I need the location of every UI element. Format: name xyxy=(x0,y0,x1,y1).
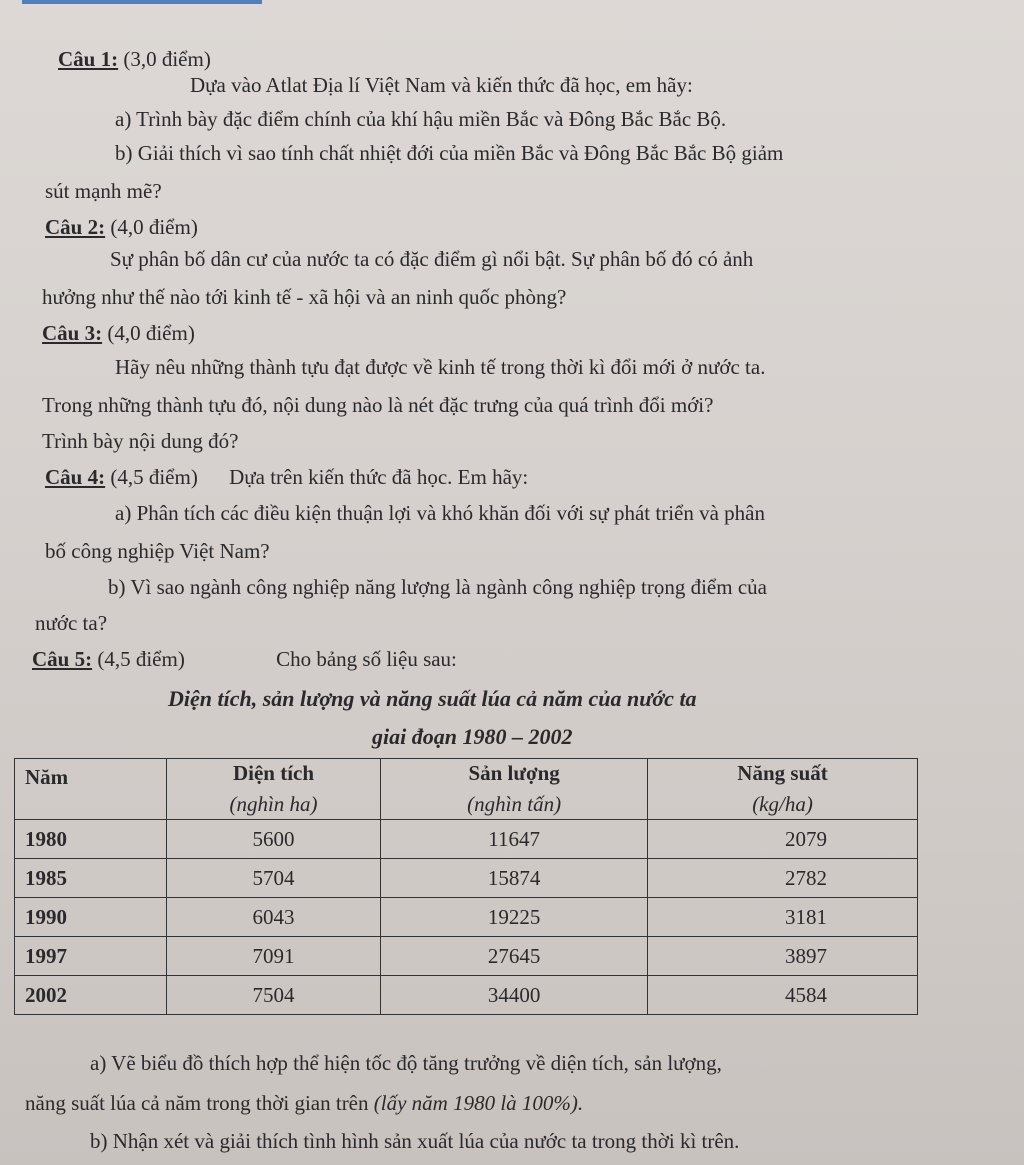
q3-label: Câu 3: xyxy=(42,321,103,345)
cell-output: 11647 xyxy=(381,820,648,859)
table-row xyxy=(15,820,918,859)
cell-year: 1990 xyxy=(15,898,167,937)
cell-area: 5704 xyxy=(166,859,380,898)
table-row xyxy=(15,859,918,898)
cell-yield: 3897 xyxy=(648,937,918,976)
header-output-label: Sản lượng xyxy=(468,761,560,785)
q1-part-b-line2: sút mạnh mẽ? xyxy=(45,179,162,203)
q5-label: Câu 5: xyxy=(32,647,93,671)
q3-points: (4,0 điểm) xyxy=(107,321,195,345)
q2-points: (4,0 điểm) xyxy=(110,215,198,239)
q5-part-a-text: năng suất lúa cả năm trong thời gian trên xyxy=(25,1091,374,1115)
q4-part-b-line2: nước ta? xyxy=(35,611,108,635)
cell-area: 7091 xyxy=(166,937,380,976)
q4-part-a-line1: a) Phân tích các điều kiện thuận lợi và khó khăn đối với sự phát triển và phân xyxy=(115,501,766,525)
header-yield-label: Năng suất xyxy=(737,761,828,785)
header-area-unit: (nghìn ha) xyxy=(229,792,318,816)
q1-part-a: a) Trình bày đặc điểm chính của khí hậu miền Bắc và Đông Bắc Bắc Bộ. xyxy=(115,107,727,131)
table-row xyxy=(15,976,918,1015)
cell-output: 15874 xyxy=(381,859,648,898)
header-year-label: Năm xyxy=(25,765,69,789)
q1-points: (3,0 điểm) xyxy=(123,47,211,71)
cell-year: 1985 xyxy=(15,859,167,898)
q4-part-b-line1: b) Vì sao ngành công nghiệp năng lượng là ngành công nghiệp trọng điểm của xyxy=(108,575,767,599)
q5-points: (4,5 điểm) xyxy=(97,647,185,671)
q5-part-a-line1: a) Vẽ biểu đồ thích hợp thể hiện tốc độ tăng trưởng về diện tích, sản lượng, xyxy=(90,1051,722,1075)
header-year xyxy=(15,759,167,820)
q3-line2: Trong những thành tựu đó, nội dung nào là nét đặc trưng của quá trình đổi mới? xyxy=(42,393,714,417)
q4-heading xyxy=(45,464,528,490)
header-area-label: Diện tích xyxy=(232,761,315,785)
q5-intro: Cho bảng số liệu sau: xyxy=(276,647,457,671)
q5-part-a-line2 xyxy=(25,1090,583,1116)
q1-heading xyxy=(58,46,211,72)
header-output-unit: (nghìn tấn) xyxy=(467,792,562,816)
table-row xyxy=(15,898,918,937)
cell-yield: 2079 xyxy=(648,820,918,859)
header-yield-unit: (kg/ha) xyxy=(752,792,813,816)
q5-part-a-note: (lấy năm 1980 là 100%). xyxy=(373,1091,584,1115)
q3-heading xyxy=(42,320,195,346)
cell-yield: 3181 xyxy=(648,898,918,937)
q4-intro: Dựa trên kiến thức đã học. Em hãy: xyxy=(229,465,529,489)
cell-yield: 4584 xyxy=(648,976,918,1015)
header-area xyxy=(166,759,380,820)
cell-year: 1997 xyxy=(15,937,167,976)
q5-heading xyxy=(32,646,457,672)
table-row xyxy=(15,937,918,976)
table-header-row xyxy=(15,759,918,820)
q2-heading xyxy=(45,214,198,240)
q2-line1: Sự phân bố dân cư của nước ta có đặc điểm gì nổi bật. Sự phân bố đó có ảnh xyxy=(110,247,754,271)
q3-line1: Hãy nêu những thành tựu đạt được về kinh tế trong thời kì đổi mới ở nước ta. xyxy=(115,355,766,379)
header-yield xyxy=(648,759,918,820)
q2-line2: hưởng như thế nào tới kinh tế - xã hội và an ninh quốc phòng? xyxy=(42,285,567,309)
cell-area: 6043 xyxy=(166,898,380,937)
q1-intro: Dựa vào Atlat Địa lí Việt Nam và kiến thức đã học, em hãy: xyxy=(190,73,693,97)
q1-label: Câu 1: xyxy=(58,47,119,71)
cell-area: 7504 xyxy=(166,976,380,1015)
cell-output: 34400 xyxy=(381,976,648,1015)
cell-output: 19225 xyxy=(381,898,648,937)
q5-part-b: b) Nhận xét và giải thích tình hình sản xuất lúa của nước ta trong thời kì trên. xyxy=(90,1129,740,1153)
rice-data-table xyxy=(14,758,918,1015)
q1-part-b-line1: b) Giải thích vì sao tính chất nhiệt đới của miền Bắc và Đông Bắc Bắc Bộ giảm xyxy=(115,141,784,165)
q4-part-a-line2: bố công nghiệp Việt Nam? xyxy=(45,539,270,563)
q2-label: Câu 2: xyxy=(45,215,106,239)
table-title-line1: Diện tích, sản lượng và năng suất lúa cả năm của nước ta xyxy=(168,686,697,711)
q3-line3: Trình bày nội dung đó? xyxy=(42,429,239,453)
cell-output: 27645 xyxy=(381,937,648,976)
cell-area: 5600 xyxy=(166,820,380,859)
q4-points: (4,5 điểm) xyxy=(110,465,198,489)
header-output xyxy=(381,759,648,820)
cell-yield: 2782 xyxy=(648,859,918,898)
cell-year: 2002 xyxy=(15,976,167,1015)
table-title-line2: giai đoạn 1980 – 2002 xyxy=(372,724,573,749)
cell-year: 1980 xyxy=(15,820,167,859)
q4-label: Câu 4: xyxy=(45,465,106,489)
